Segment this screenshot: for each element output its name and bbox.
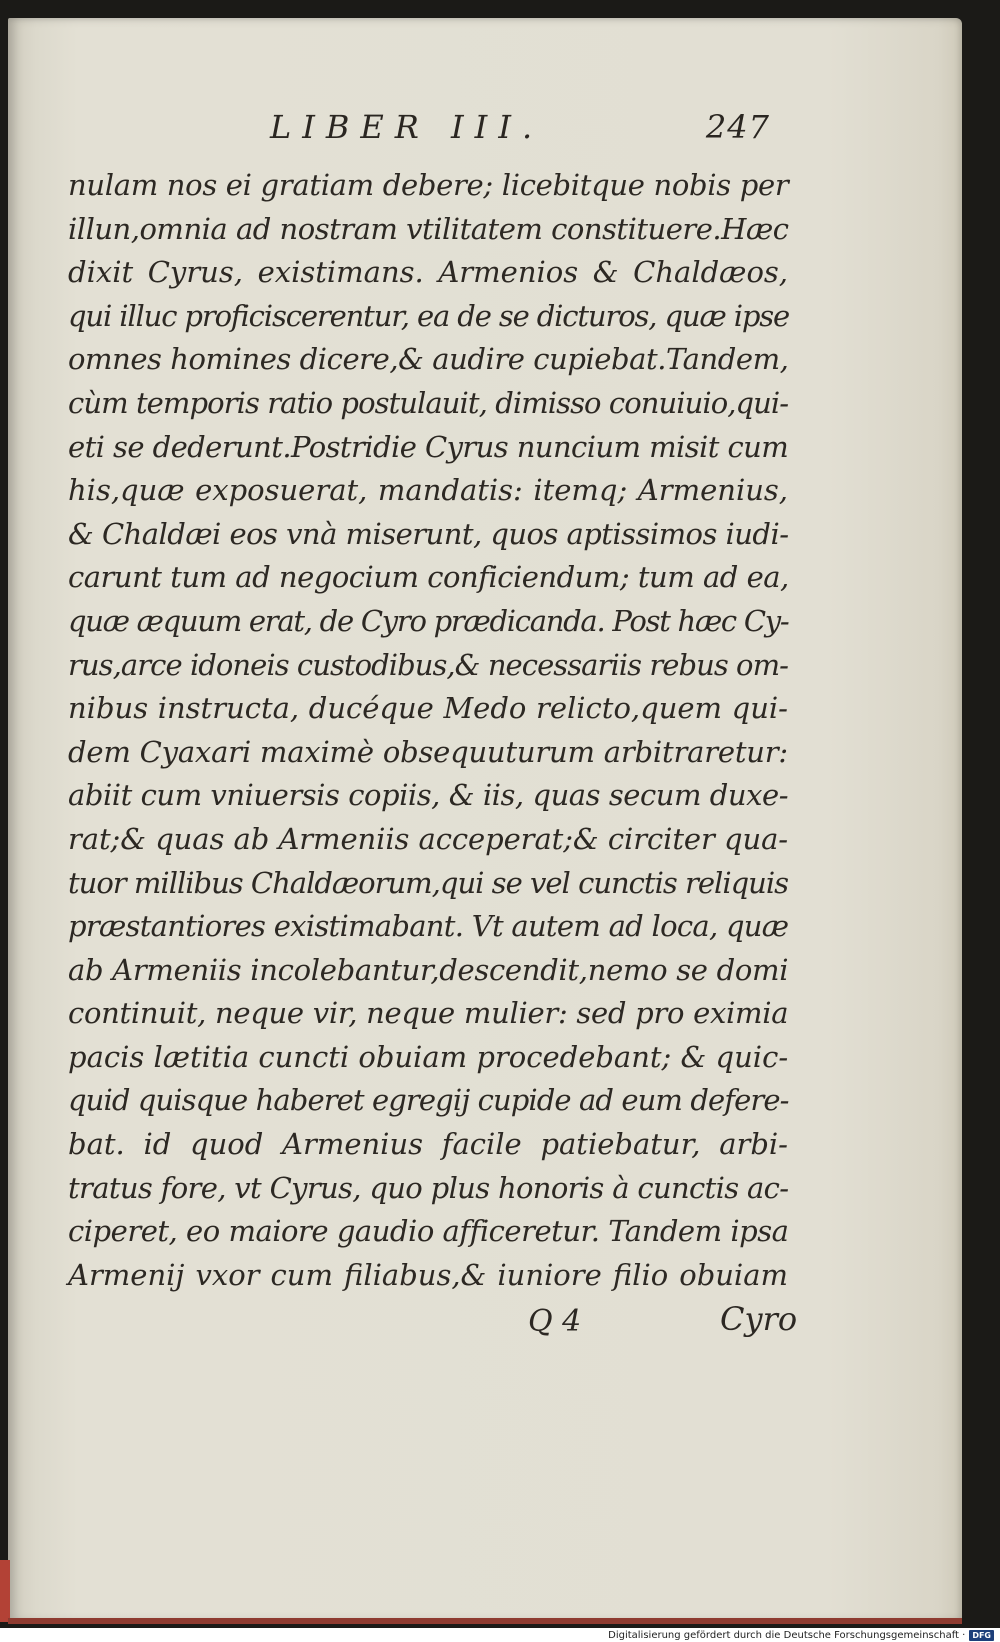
text-line: & Chaldæi eos vnà miserunt, quos aptissimos iudi- — [68, 516, 789, 551]
text-line: nulam nos ei gratiam debere; licebitque nobis per — [68, 168, 789, 202]
text-line: carunt tum ad negocium conficiendum; tum ad ea, — [68, 560, 789, 595]
scan-credit-text: Digitalisierung gefördert durch die Deutsche Forschungsgemeinschaft · — [608, 1629, 966, 1641]
text-line: ab Armeniis incolebantur,descendit,nemo se domi — [68, 952, 789, 987]
page-edge-red — [0, 1560, 10, 1622]
signature-mark: Q 4 — [528, 1304, 582, 1339]
text-line: bat. id quod Armenius facile patiebatur, arbi- — [68, 1127, 788, 1162]
text-line: his,quæ exposuerat, mandatis: itemq; Armenius, — [68, 473, 788, 508]
text-line: tratus fore, vt Cyrus, quo plus honoris à cunctis ac- — [68, 1170, 789, 1205]
text-line: pacis lætitia cuncti obuiam procedebant; & quic- — [68, 1039, 789, 1074]
body-text — [68, 164, 788, 1297]
text-line: rus,arce idoneis custodibus,& necessariis rebus om- — [68, 647, 788, 682]
text-line: quid quisque haberet egregij cupide ad eum defere- — [68, 1083, 789, 1118]
text-line: illun,omnia ad nostram vtilitatem constituere.Hæc — [68, 211, 789, 246]
text-line: continuit, neque vir, neque mulier: sed pro eximia — [68, 996, 789, 1031]
text-line: rat;& quas ab Armeniis acceperat;& circiter qua- — [68, 821, 788, 856]
text-line: qui illuc proficiscerentur, ea de se dicturos, quæ ipse — [68, 298, 790, 333]
scan-credit — [608, 1628, 994, 1642]
page-number: 247 — [705, 108, 770, 146]
text-line: omnes homines dicere,& audire cupiebat.Tandem, — [68, 342, 789, 377]
page-header — [270, 108, 770, 154]
text-line: nibus instructa, ducéque Medo relicto,quem qui- — [68, 691, 788, 726]
page-edge-bottom — [8, 1618, 962, 1624]
text-line: ciperet, eo maiore gaudio afficeretur. Tandem ipsa — [68, 1214, 789, 1249]
text-line: abiit cum vniuersis copiis, & iis, quas secum duxe- — [68, 778, 789, 813]
text-line: dem Cyaxari maximè obsequuturum arbitraretur: — [68, 734, 788, 769]
text-line: tuor millibus Chaldæorum,qui se vel cunctis reliquis — [68, 865, 788, 900]
dfg-logo[interactable]: DFG — [969, 1630, 994, 1641]
text-line: eti se dederunt.Postridie Cyrus nuncium misit cum — [68, 429, 789, 464]
text-line: præstantiores existimabant. Vt autem ad loca, quæ — [68, 909, 789, 944]
text-line: quæ æquum erat, de Cyro prædicanda. Post hæc Cy- — [68, 603, 789, 638]
text-line: Armenij vxor cum filiabus,& iuniore filio obuiam — [68, 1257, 788, 1292]
catchword: Cyro — [720, 1300, 798, 1338]
running-title: LIBER III. — [270, 108, 544, 146]
text-line: dixit Cyrus, existimans. Armenios & Chaldæos, — [68, 255, 788, 290]
text-line: cùm temporis ratio postulauit, dimisso conuiuio,qui- — [68, 385, 789, 420]
